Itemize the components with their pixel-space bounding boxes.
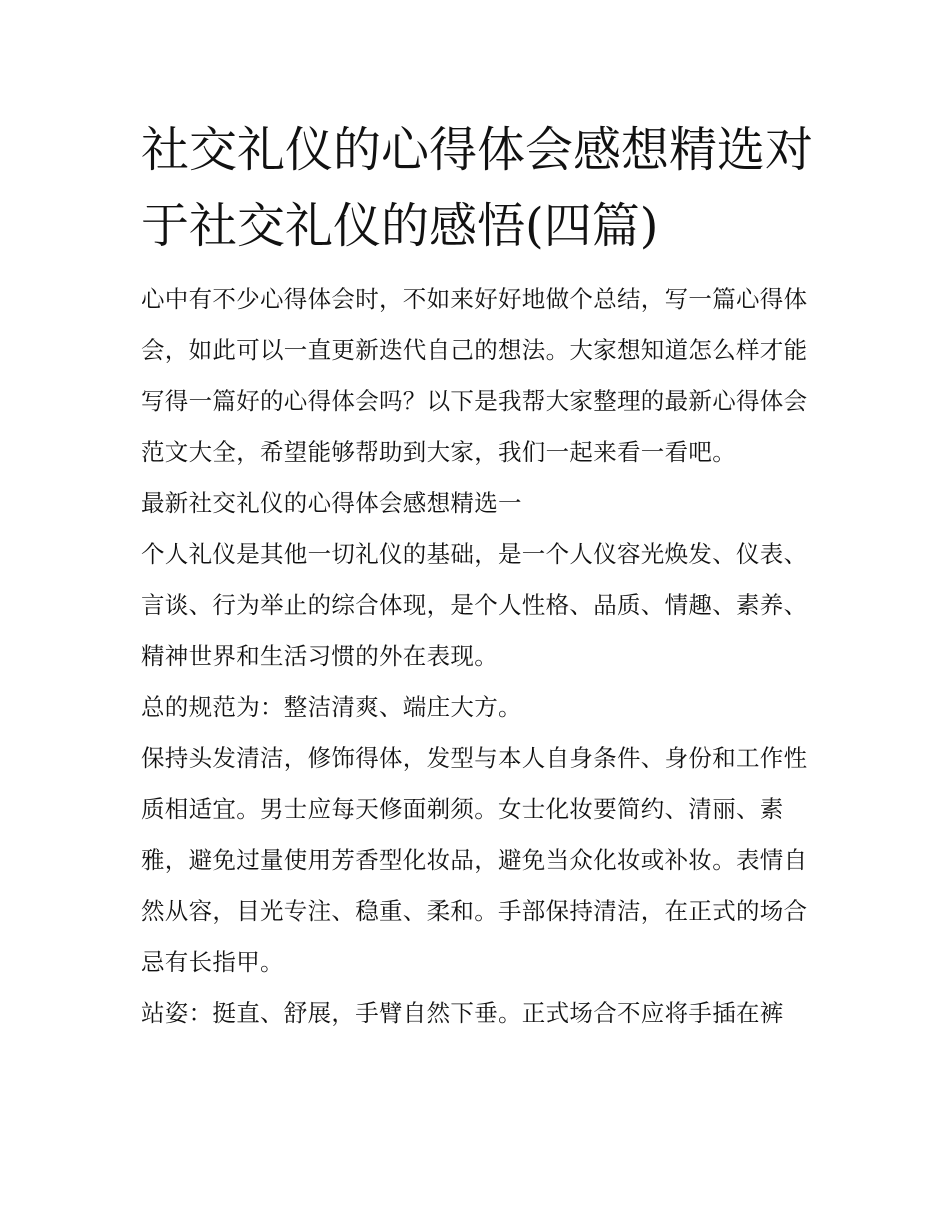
intro-paragraph: 心中有不少心得体会时，不如来好好地做个总结，写一篇心得体会，如此可以一直更新迭代自己的想法。大家想知道怎么样才能写得一篇好的心得体会吗？以下是我帮大家整理的最新心得体会范文大全，希望能够帮助到大家，我们一起来看一看吧。 (141, 285, 808, 466)
body-paragraph: 总的规范为：整洁清爽、端庄大方。 (141, 693, 522, 721)
body-paragraph: 个人礼仪是其他一切礼仪的基础，是一个人仪容光焕发、仪表、言谈、行为举止的综合体现，是个人性格、品质、情趣、素养、精神世界和生活习惯的外在表现。 (141, 540, 808, 670)
body-paragraph: 站姿：挺直、舒展，手臂自然下垂。正式场合不应将手插在裤 (141, 999, 784, 1027)
document-title: 社交礼仪的心得体会感想精选对于社交礼仪的感悟(四篇) (141, 122, 814, 254)
body-paragraph: 保持头发清洁，修饰得体，发型与本人自身条件、身份和工作性质相适宜。男士应每天修面剃须。女士化妆要简约、清丽、素雅，避免过量使用芳香型化妆品，避免当众化妆或补妆。表情自然从容，目光专注、稳重、柔和。手部保持清洁，在正式的场合忌有长指甲。 (141, 744, 808, 976)
section-heading: 最新社交礼仪的心得体会感想精选一 (141, 489, 522, 517)
document-page (141, 112, 821, 1039)
